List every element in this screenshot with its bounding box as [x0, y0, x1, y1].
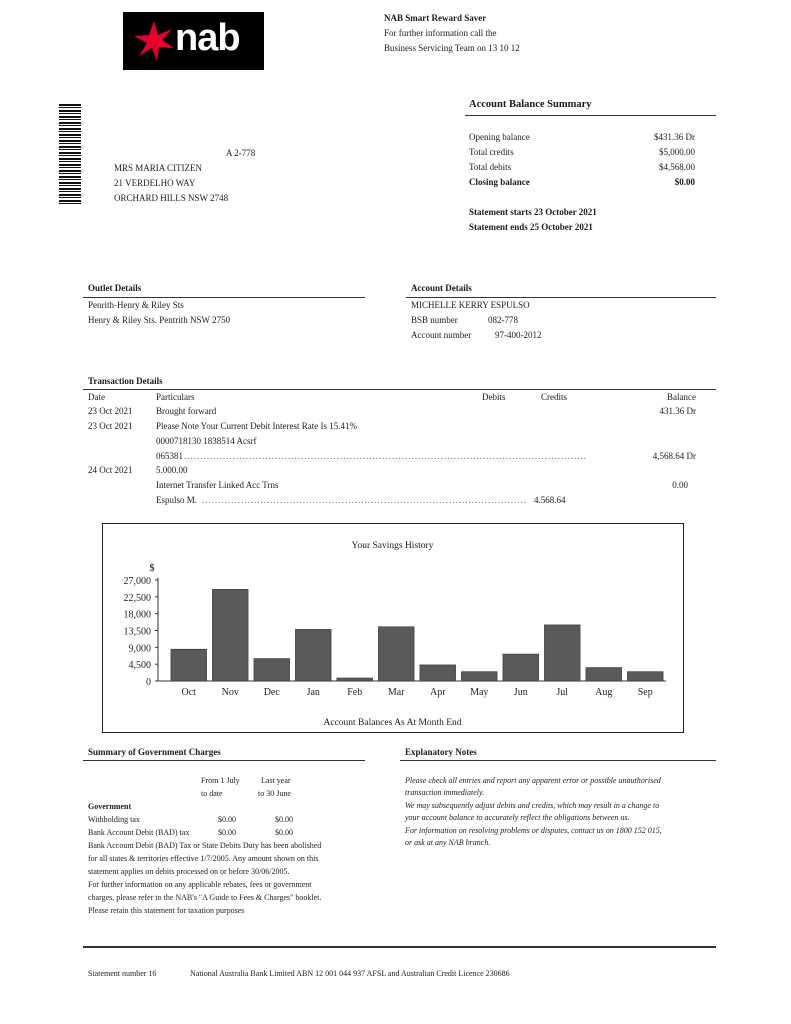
summary-value: $431.36 Dr [654, 132, 695, 142]
chart-bar [420, 665, 456, 681]
summary-value: $4,568.00 [659, 162, 695, 172]
bsb-label: BSB number [411, 315, 458, 325]
chart-bar [461, 672, 497, 681]
x-tick-label: Mar [387, 687, 405, 698]
chart-bar [337, 678, 373, 681]
x-tick-label: Oct [181, 687, 196, 698]
chart-bar [378, 627, 414, 681]
footer-rule [83, 946, 716, 948]
y-tick-label: 18,000 [123, 609, 151, 621]
statement-end: Statement ends 25 October 2021 [469, 222, 593, 232]
barcode [59, 104, 81, 204]
gov-col2-l2: to 30 June [258, 789, 291, 798]
y-tick-label: 4,500 [128, 660, 151, 672]
outlet-line-1: Penrith-Henry & Riley Sts [88, 300, 184, 310]
outlet-title: Outlet Details [88, 283, 142, 293]
account-holder: MICHELLE KERRY ESPULSO [411, 300, 530, 310]
explanatory-line: or ask at any NAB branch. [405, 838, 491, 847]
table-row [88, 434, 708, 449]
txn-balance: 431.36 Dr [659, 406, 696, 416]
dot-leader: .................................................................................................... [202, 495, 527, 505]
gov-note: statement applies on debits processed on or before 30/06/2005. [88, 867, 290, 876]
chart-xlabel: Account Balances As At Month End [323, 718, 462, 728]
txn-balance: 4,568.64 Dr [652, 451, 696, 461]
x-tick-label: Aug [595, 687, 613, 698]
logo-text: nab [175, 17, 240, 59]
gov-rule [83, 760, 365, 761]
info-line-2: Business Servicing Team on 13 10 12 [384, 43, 520, 53]
address-name: MRS MARIA CITIZEN [114, 163, 203, 173]
address-street: 21 VERDELHO WAY [114, 178, 196, 188]
x-tick-label: May [470, 687, 489, 698]
gov-section: Government [88, 802, 132, 811]
explanatory-title: Explanatory Notes [405, 747, 477, 757]
bsb-value: 082-778 [488, 315, 518, 325]
summary-value: $5,000.00 [659, 147, 695, 157]
summary-label: Opening balance [469, 132, 530, 142]
address-ref: A 2-778 [226, 148, 256, 158]
nab-logo [123, 12, 264, 70]
chart-bar [295, 629, 331, 681]
col-credits: Credits [541, 392, 567, 402]
chart-plot [103, 524, 682, 714]
explanatory-line: transaction immediately. [405, 788, 485, 797]
explanatory-line: your account balance to accurately reflect the obligations between us. [405, 813, 630, 822]
outlet-line-2: Henry & Riley Sts. Pentrith NSW 2750 [88, 315, 231, 325]
txn-debit: 4.568.64 [534, 495, 566, 505]
gov-title: Summary of Government Charges [88, 747, 221, 757]
summary-label: Closing balance [469, 177, 530, 187]
summary-label: Total credits [469, 147, 514, 157]
col-particulars: Particulars [156, 392, 195, 402]
table-row [88, 463, 708, 478]
dot-leader: ............................................................................................................................ [184, 451, 587, 461]
summary-value: $0.00 [674, 177, 695, 187]
summary-label: Total debits [469, 162, 512, 172]
x-tick-label: Jul [556, 687, 569, 698]
gov-row-v1: $0.00 [218, 828, 236, 837]
summary-row [469, 160, 695, 175]
txn-balance: 0.00 [672, 480, 688, 490]
savings-chart [102, 523, 684, 733]
gov-row-v2: $0.00 [275, 815, 293, 824]
chart-bar [254, 659, 290, 681]
col-balance: Balance [667, 392, 696, 402]
account-number-value: 97-400-2012 [495, 330, 542, 340]
chart-bar [586, 668, 622, 681]
summary-title: Account Balance Summary [469, 99, 592, 110]
chart-bar [503, 654, 539, 681]
table-row [88, 493, 708, 508]
transactions-title: Transaction Details [88, 376, 163, 386]
gov-col1-l2: to date [201, 789, 223, 798]
y-tick-label: 22,500 [123, 592, 151, 604]
gov-row-v1: $0.00 [218, 815, 236, 824]
y-axis-label: $ [149, 563, 155, 574]
x-tick-label: Feb [347, 687, 363, 698]
y-tick-label: 13,500 [123, 626, 151, 638]
x-tick-label: Jun [513, 687, 528, 698]
gov-note: Bank Account Debit (BAD) Tax or State Debits Duty has been abolished [88, 841, 322, 850]
col-date: Date [88, 392, 105, 402]
gov-row-label: Bank Account Debit (BAD) tax [88, 828, 190, 837]
chart-bar [171, 649, 207, 681]
txn-particulars: 5.000.00 [156, 465, 188, 475]
product-name: NAB Smart Reward Saver [384, 13, 487, 23]
statement-number: Statement number 16 [88, 969, 157, 978]
chart-bar [627, 672, 663, 681]
y-tick-label: 9,000 [128, 643, 151, 655]
col-debits: Debits [482, 392, 506, 402]
x-tick-label: Dec [263, 687, 280, 698]
explanatory-line: For information on resolving problems or disputes, contact us on 1800 152 015, [405, 826, 662, 835]
txn-particulars: Espulso M. [156, 495, 198, 505]
table-row [88, 478, 708, 493]
transactions-header [88, 390, 708, 405]
gov-row-label: Withholding tax [88, 815, 140, 824]
y-tick-label: 0 [146, 677, 151, 688]
explanatory-line: We may subsequently adjust debits and credits, which may result in a change to [405, 801, 660, 810]
x-tick-label: Jan [306, 687, 320, 698]
chart-bar [544, 625, 580, 681]
gov-row-v2: $0.00 [275, 828, 293, 837]
x-tick-label: Nov [221, 687, 239, 698]
summary-row-closing [469, 175, 695, 190]
summary-row [469, 130, 695, 145]
x-tick-label: Sep [637, 687, 653, 698]
txn-particulars: Brought forward [156, 406, 217, 416]
txn-date: 24 Oct 2021 [88, 465, 133, 475]
gov-note: Please retain this statement for taxation purposes [88, 906, 245, 915]
summary-table [469, 130, 695, 190]
txn-particulars: 0000718130 1838514 Acsrf [156, 436, 257, 446]
gov-note: charges, please refer to the NAB's "A Guide to Fees & Charges" booklet. [88, 893, 322, 902]
txn-particulars: Internet Transfer Linked Acc Trns [156, 480, 279, 490]
address-suburb: ORCHARD HILLS NSW 2748 [114, 193, 229, 203]
txn-date: 23 Oct 2021 [88, 421, 133, 431]
gov-col2-l1: Last year [261, 776, 291, 785]
account-title: Account Details [411, 283, 472, 293]
info-line-1: For further information call the [384, 28, 497, 38]
footer-legal: National Australia Bank Limited ABN 12 001 044 937 AFSL and Australian Credit Licence 230686 [190, 969, 510, 978]
table-row [88, 404, 708, 419]
txn-particulars: 065381 [156, 451, 183, 461]
gov-col1-l1: From 1 July [201, 776, 240, 785]
summary-rule [465, 115, 716, 116]
account-number-label: Account number [411, 330, 472, 340]
table-row [88, 419, 708, 434]
y-tick-label: 27,000 [123, 576, 151, 587]
txn-date: 23 Oct 2021 [88, 406, 133, 416]
chart-title: Your Savings History [351, 541, 434, 551]
x-tick-label: Apr [429, 687, 446, 698]
table-row [88, 449, 708, 464]
chart-bar [212, 589, 248, 681]
explanatory-line: Please check all entries and report any apparent error or possible unauthorised [405, 776, 661, 785]
summary-row [469, 145, 695, 160]
statement-start: Statement starts 23 October 2021 [469, 207, 597, 217]
star-icon [133, 20, 175, 62]
txn-particulars: Please Note Your Current Debit Interest Rate Is 15.41% [156, 421, 357, 431]
gov-note: for all states & territories effective 1/7/2005. Any amount shown on this [88, 854, 319, 863]
gov-note: For further information on any applicable rebates, fees or government [88, 880, 312, 889]
explanatory-rule [400, 760, 716, 761]
